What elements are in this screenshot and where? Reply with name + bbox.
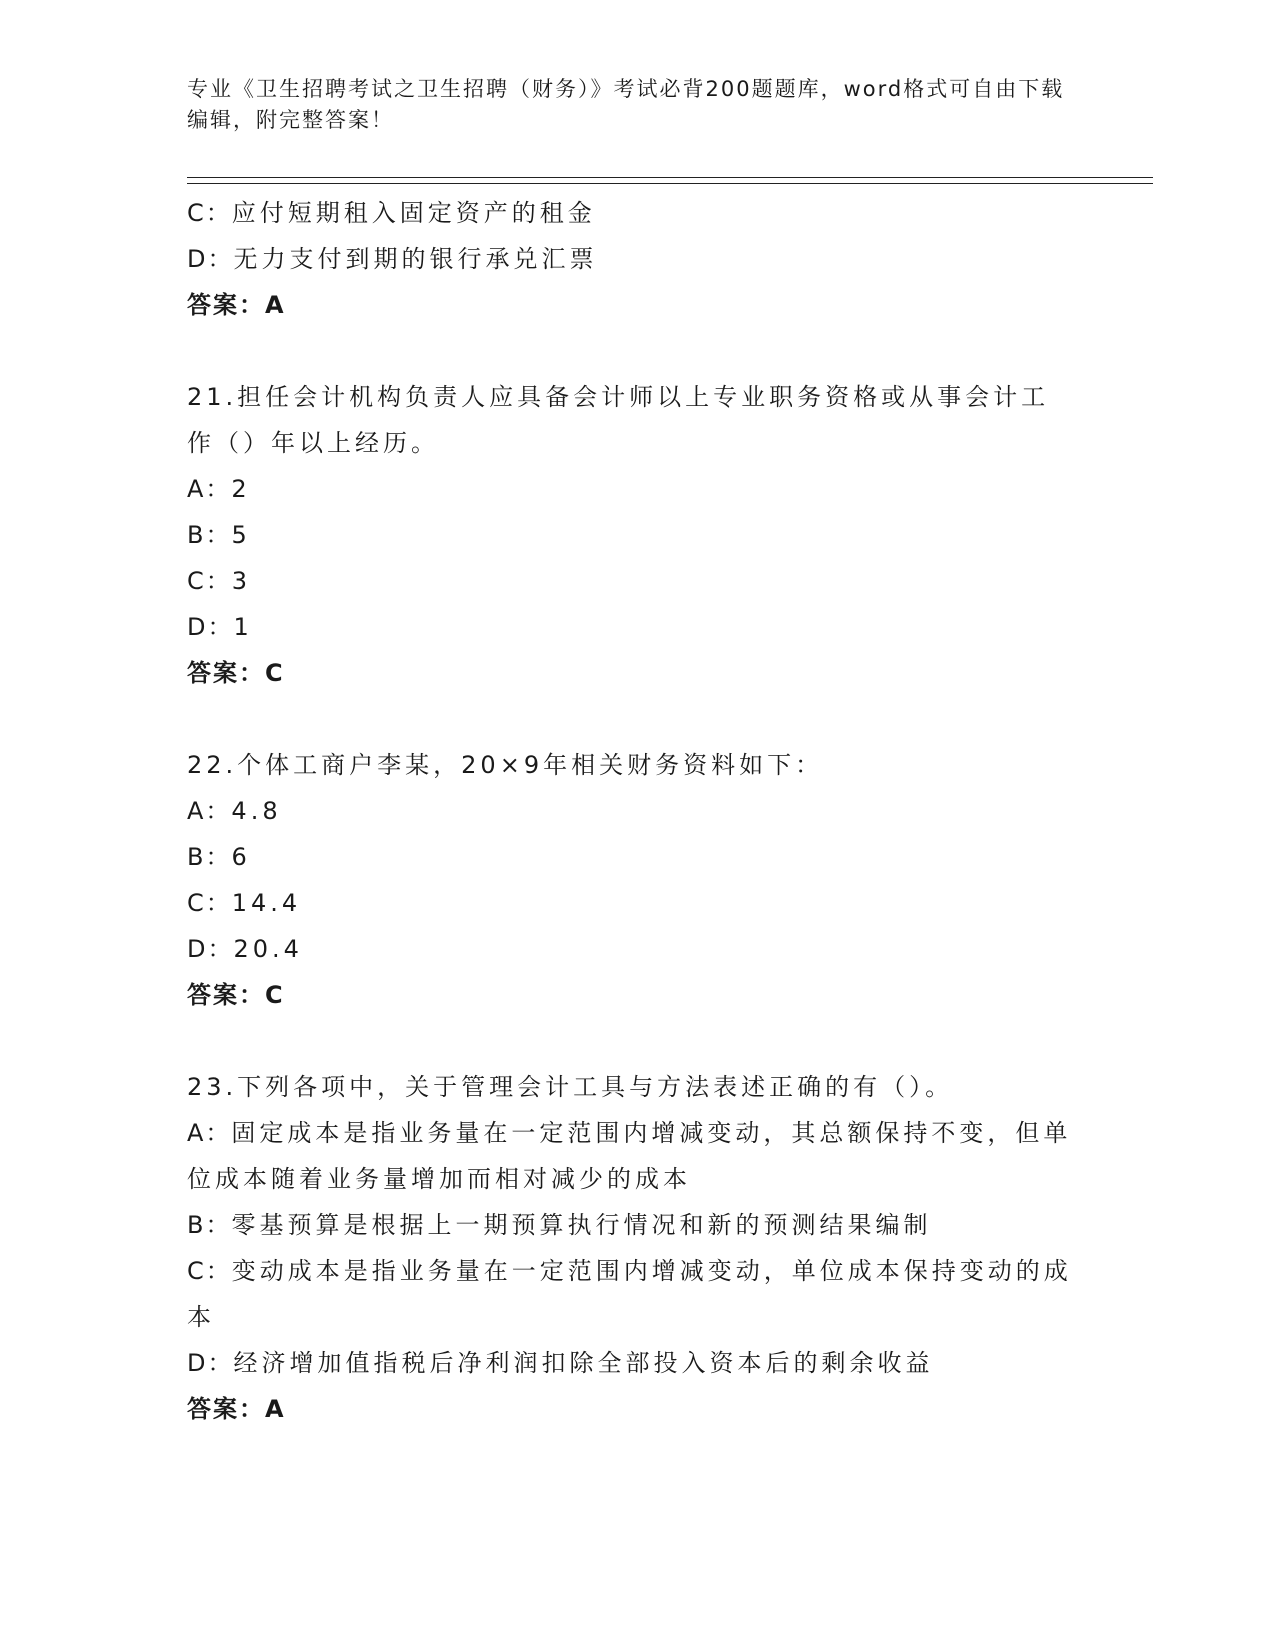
option-a: A：4.8 [187, 797, 282, 825]
header-divider-top [187, 177, 1153, 178]
question-stem: 22.个体工商户李某，20×9年相关财务资料如下： [187, 751, 824, 779]
answer-line: 答案：A [187, 1395, 286, 1423]
option-b: B：零基预算是根据上一期预算执行情况和新的预测结果编制 [187, 1211, 932, 1239]
option-d: D：20.4 [187, 935, 303, 963]
question-stem: 23.下列各项中，关于管理会计工具与方法表述正确的有（）。 [187, 1073, 954, 1101]
option-b: B：6 [187, 843, 251, 871]
question-content [187, 190, 1087, 1478]
question-23 [187, 1064, 1087, 1432]
option-d: D：无力支付到期的银行承兑汇票 [187, 245, 598, 273]
option-c: C：3 [187, 567, 252, 595]
question-stem: 21.担任会计机构负责人应具备会计师以上专业职务资格或从事会计工作（）年以上经历。 [187, 383, 1050, 457]
option-b: B：5 [187, 521, 251, 549]
option-d: D：1 [187, 613, 253, 641]
option-c: C：14.4 [187, 889, 302, 917]
document-header: 专业《卫生招聘考试之卫生招聘（财务）》考试必背200题题库，word格式可自由下载编辑，附完整答案！ [187, 77, 1065, 132]
option-c: C：变动成本是指业务量在一定范围内增减变动，单位成本保持变动的成本 [187, 1257, 1072, 1331]
header-divider-bottom [187, 183, 1153, 184]
option-d: D：经济增加值指税后净利润扣除全部投入资本后的剩余收益 [187, 1349, 934, 1377]
answer-line: 答案：A [187, 291, 286, 319]
continued-question [187, 190, 1087, 328]
answer-line: 答案：C [187, 659, 285, 687]
answer-line: 答案：C [187, 981, 285, 1009]
option-a: A：固定成本是指业务量在一定范围内增减变动，其总额保持不变，但单位成本随着业务量增加而相对减少的成本 [187, 1119, 1072, 1193]
option-a: A：2 [187, 475, 251, 503]
question-22 [187, 742, 1087, 1018]
question-21 [187, 374, 1087, 696]
option-c: C：应付短期租入固定资产的租金 [187, 199, 596, 227]
